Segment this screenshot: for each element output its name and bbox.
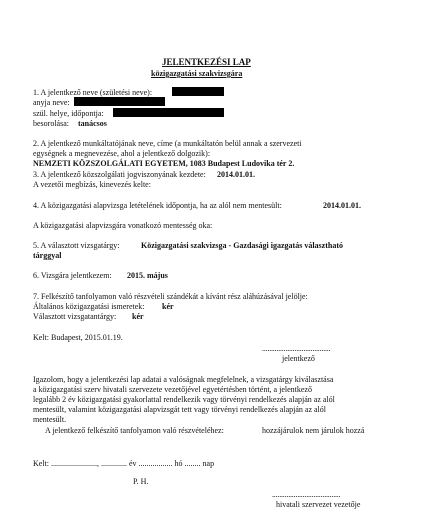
document-subtitle: közigazgatási szakvizsgára (151, 69, 243, 78)
employment-start-value: 2014.01.01. (217, 170, 255, 179)
signature-label-head: hivatali szervezet vezetője (276, 500, 361, 509)
redacted-birth-data (113, 108, 224, 117)
exam-date-value: 2015. május (127, 271, 168, 280)
course-intent-label: 7. Felkészítő tanfolyamon való részvételi szándékát a kívánt rész aláhúzásával jelölje: (33, 292, 308, 301)
confirmation-line3: legalább 2 év közigazgatási gyakorlattal rendelkezik vagy törvényi rendelkezés alapján az alól (33, 395, 335, 404)
category-label: besorolása: (33, 119, 69, 128)
appointment-label: A vezetői megbízás, kinevezés kelte: (33, 180, 151, 189)
confirmation-line2: a közigazgatási szerv hivatali szervezete vezetőjével egyetértésben történt, a jelentkező (33, 385, 312, 394)
confirmation-line1: Igazolom, hogy a jelentkezési lap adatai a valóságnak megfelelnek, a vizsgatárgy kiválasztása (33, 375, 334, 384)
course-consent-options: hozzájárulok nem járulok hozzá (262, 426, 365, 435)
stamp-placeholder: P. H. (133, 477, 149, 486)
date-place-1: Kelt: Budapest, 2015.01.19. (33, 333, 123, 342)
chosen-course-value: kér (132, 312, 144, 321)
basic-exam-label: 4. A közigazgatási alapvizsga letételének időpontja, ha az alól nem mentesült: (33, 201, 282, 210)
signature-line-applicant: ...................................... (262, 344, 331, 353)
chosen-subject-label: 5. A választott vizsgatárgy: (33, 241, 120, 250)
general-knowledge-label: Általános közigazgatási ismeretek: (33, 302, 145, 311)
applicant-name-label: 1. A jelentkező neve (születési neve): (33, 88, 153, 97)
chosen-subject-value-line1: Közigazgatási szakvizsga - Gazdasági igazgatás választható (141, 241, 343, 250)
date-place-2: Kelt: ......................., ............. év ................. hó ........ nap (33, 459, 215, 468)
exemption-label: A közigazgatási alapvizsgára vonatkozó mentesség oka: (33, 221, 213, 230)
employer-value: NEMZETI KÖZSZOLGÁLATI EGYETEM, 1083 Budapest Ludovika tér 2. (33, 159, 295, 168)
signature-label-applicant: jelentkező (282, 354, 315, 363)
birth-label: szül. helye, időpontja: (33, 109, 104, 118)
document-title: JELENTKEZÉSI LAP (162, 57, 251, 67)
mother-name-label: anyja neve: (33, 98, 70, 107)
exam-date-label: 6. Vizsgára jelentkezem: (33, 271, 112, 280)
redacted-name (172, 87, 224, 96)
chosen-course-label: Választott vizsgatantárgy: (33, 312, 117, 321)
chosen-subject-value-line2: tárggyal (33, 251, 62, 260)
signature-line-head: ...................................... (272, 490, 341, 499)
general-knowledge-value: kér (162, 302, 174, 311)
basic-exam-value: 2014.01.01. (323, 201, 361, 210)
confirmation-line4: mentesült, valamint közigazgatási alapvizsgát tett vagy törvényi rendelkezés alapján az alól (33, 405, 326, 414)
confirmation-line5: mentesült. (33, 415, 67, 424)
employer-label-line2: egységnek a megnevezése, ahol a jelentkező dolgozik): (33, 149, 211, 158)
employer-label-line1: 2. A jelentkező munkáltatójának neve, címe (a munkáltatón belül annak a szervezeti (33, 139, 302, 148)
employment-start-label: 3. A jelentkező közszolgálati jogviszonyának kezdete: (33, 170, 206, 179)
category-value: tanácsos (78, 119, 107, 128)
redacted-mother-name (74, 97, 165, 106)
course-consent-label: A jelentkező felkészítő tanfolyamon való részvételéhez: (45, 426, 224, 435)
